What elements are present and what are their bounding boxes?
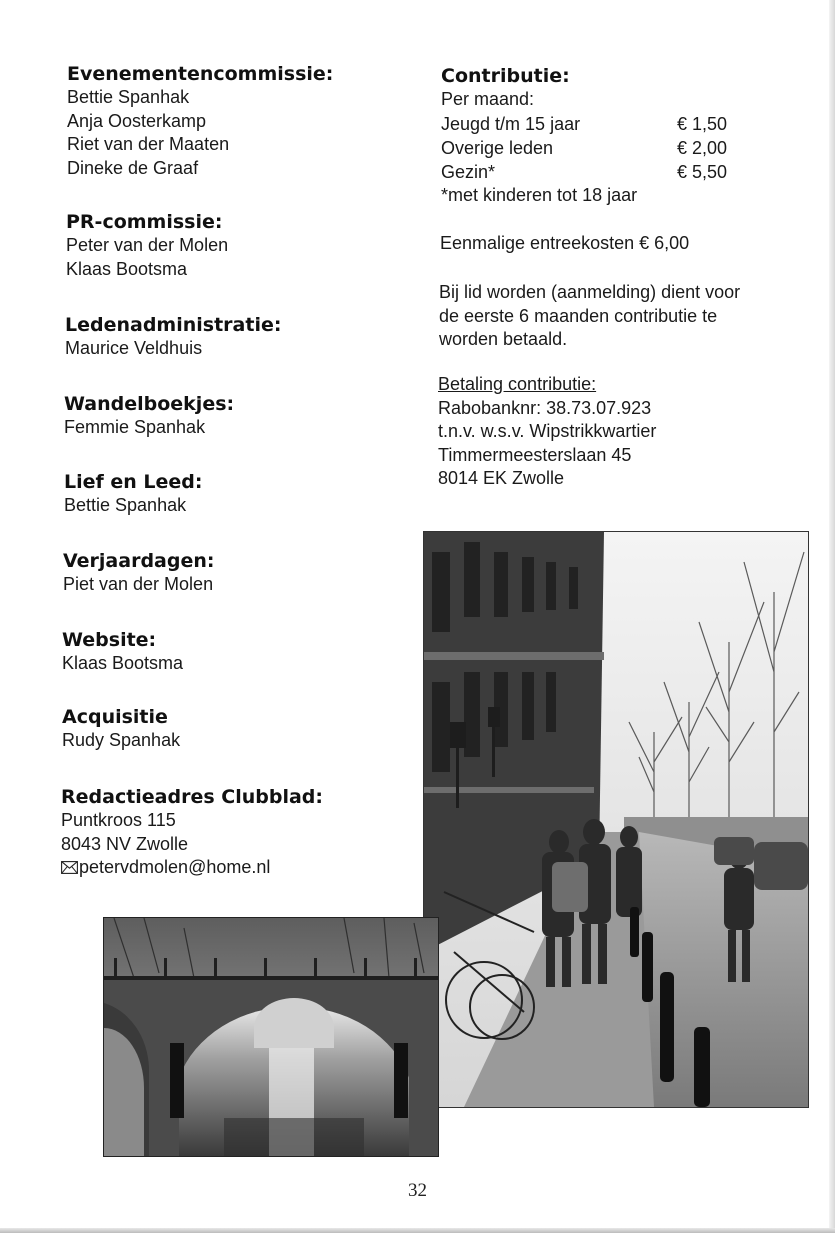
- fee-label: Gezin*: [441, 161, 496, 182]
- member-name: Riet van der Maaten: [67, 134, 230, 154]
- page-edge-bottom: [0, 1228, 835, 1233]
- fee-amount: € 2,00: [677, 137, 728, 158]
- section-heading: Acquisitie: [62, 706, 168, 728]
- section-heading: PR-commissie:: [66, 211, 223, 233]
- member-name: Bettie Spanhak: [67, 87, 190, 107]
- fee-row: [441, 112, 733, 136]
- paragraph-line: Bij lid worden (aanmelding) dient voor: [439, 282, 741, 302]
- member-name: Bettie Spanhak: [64, 495, 187, 515]
- member-name: Klaas Bootsma: [66, 258, 188, 279]
- entree-kosten: [440, 232, 689, 256]
- section-heading: Ledenadministratie:: [65, 314, 282, 336]
- section-evenementencommissie: [67, 62, 333, 180]
- betaling-heading: Betaling contributie:: [438, 374, 597, 394]
- section-acquisitie: [62, 705, 180, 753]
- section-ledenadministratie: [65, 313, 281, 361]
- section-heading: Verjaardagen:: [63, 550, 215, 572]
- section-heading: Evenementencommissie:: [67, 63, 334, 85]
- fee-label: Overige leden: [441, 137, 554, 158]
- betaling-contributie: [438, 373, 656, 491]
- fee-row: [441, 136, 733, 160]
- paragraph-line: de eerste 6 maanden contributie te: [439, 305, 718, 326]
- fee-footnote: *met kinderen tot 18 jaar: [441, 184, 638, 205]
- section-heading: Wandelboekjes:: [64, 393, 235, 415]
- fee-row: [441, 160, 733, 184]
- canal-bridge-photo: [103, 917, 439, 1157]
- fee-label: Jeugd t/m 15 jaar: [441, 113, 581, 134]
- section-website: [62, 628, 183, 676]
- member-name: Anja Oosterkamp: [67, 110, 207, 131]
- member-name: Rudy Spanhak: [62, 730, 181, 750]
- fee-amount: € 1,50: [677, 113, 728, 134]
- section-contributie: [441, 64, 733, 207]
- member-name: Maurice Veldhuis: [65, 338, 203, 358]
- per-maand-label: Per maand:: [441, 89, 535, 109]
- section-pr-commissie: [66, 210, 228, 281]
- member-name: Peter van der Molen: [66, 235, 229, 255]
- paragraph-line: worden betaald.: [439, 329, 568, 349]
- betaling-line: Rabobanknr: 38.73.07.923: [438, 397, 652, 418]
- fee-amount: € 5,50: [677, 161, 728, 182]
- section-heading: Lief en Leed:: [64, 471, 203, 493]
- section-lief-en-leed: [64, 470, 203, 518]
- section-redactieadres: [61, 785, 323, 880]
- page-edge-right: [829, 0, 835, 1233]
- section-heading: Website:: [62, 629, 157, 651]
- member-name: Dineke de Graaf: [67, 157, 199, 178]
- address-line: 8043 NV Zwolle: [61, 833, 189, 854]
- address-line: Puntkroos 115: [61, 810, 176, 830]
- page-number: 32: [408, 1180, 427, 1201]
- betaling-line: Timmermeesterslaan 45: [438, 444, 632, 465]
- entree-text: Eenmalige entreekosten € 6,00: [440, 233, 690, 253]
- street-photo: [423, 531, 809, 1108]
- member-name: Femmie Spanhak: [64, 417, 206, 437]
- section-wandelboekjes: [64, 392, 234, 440]
- betaling-line: t.n.v. w.s.v. Wipstrikkwartier: [438, 421, 657, 441]
- email-line: [61, 856, 323, 880]
- aanmelding-paragraph: [439, 281, 740, 352]
- envelope-icon: [61, 861, 78, 874]
- section-heading: Contributie:: [441, 65, 570, 87]
- section-verjaardagen: [63, 549, 214, 597]
- section-heading: Redactieadres Clubblad:: [61, 786, 324, 808]
- member-name: Piet van der Molen: [63, 574, 214, 594]
- betaling-line: 8014 EK Zwolle: [438, 468, 565, 488]
- email-address[interactable]: petervdmolen@home.nl: [79, 857, 271, 877]
- member-name: Klaas Bootsma: [62, 653, 184, 673]
